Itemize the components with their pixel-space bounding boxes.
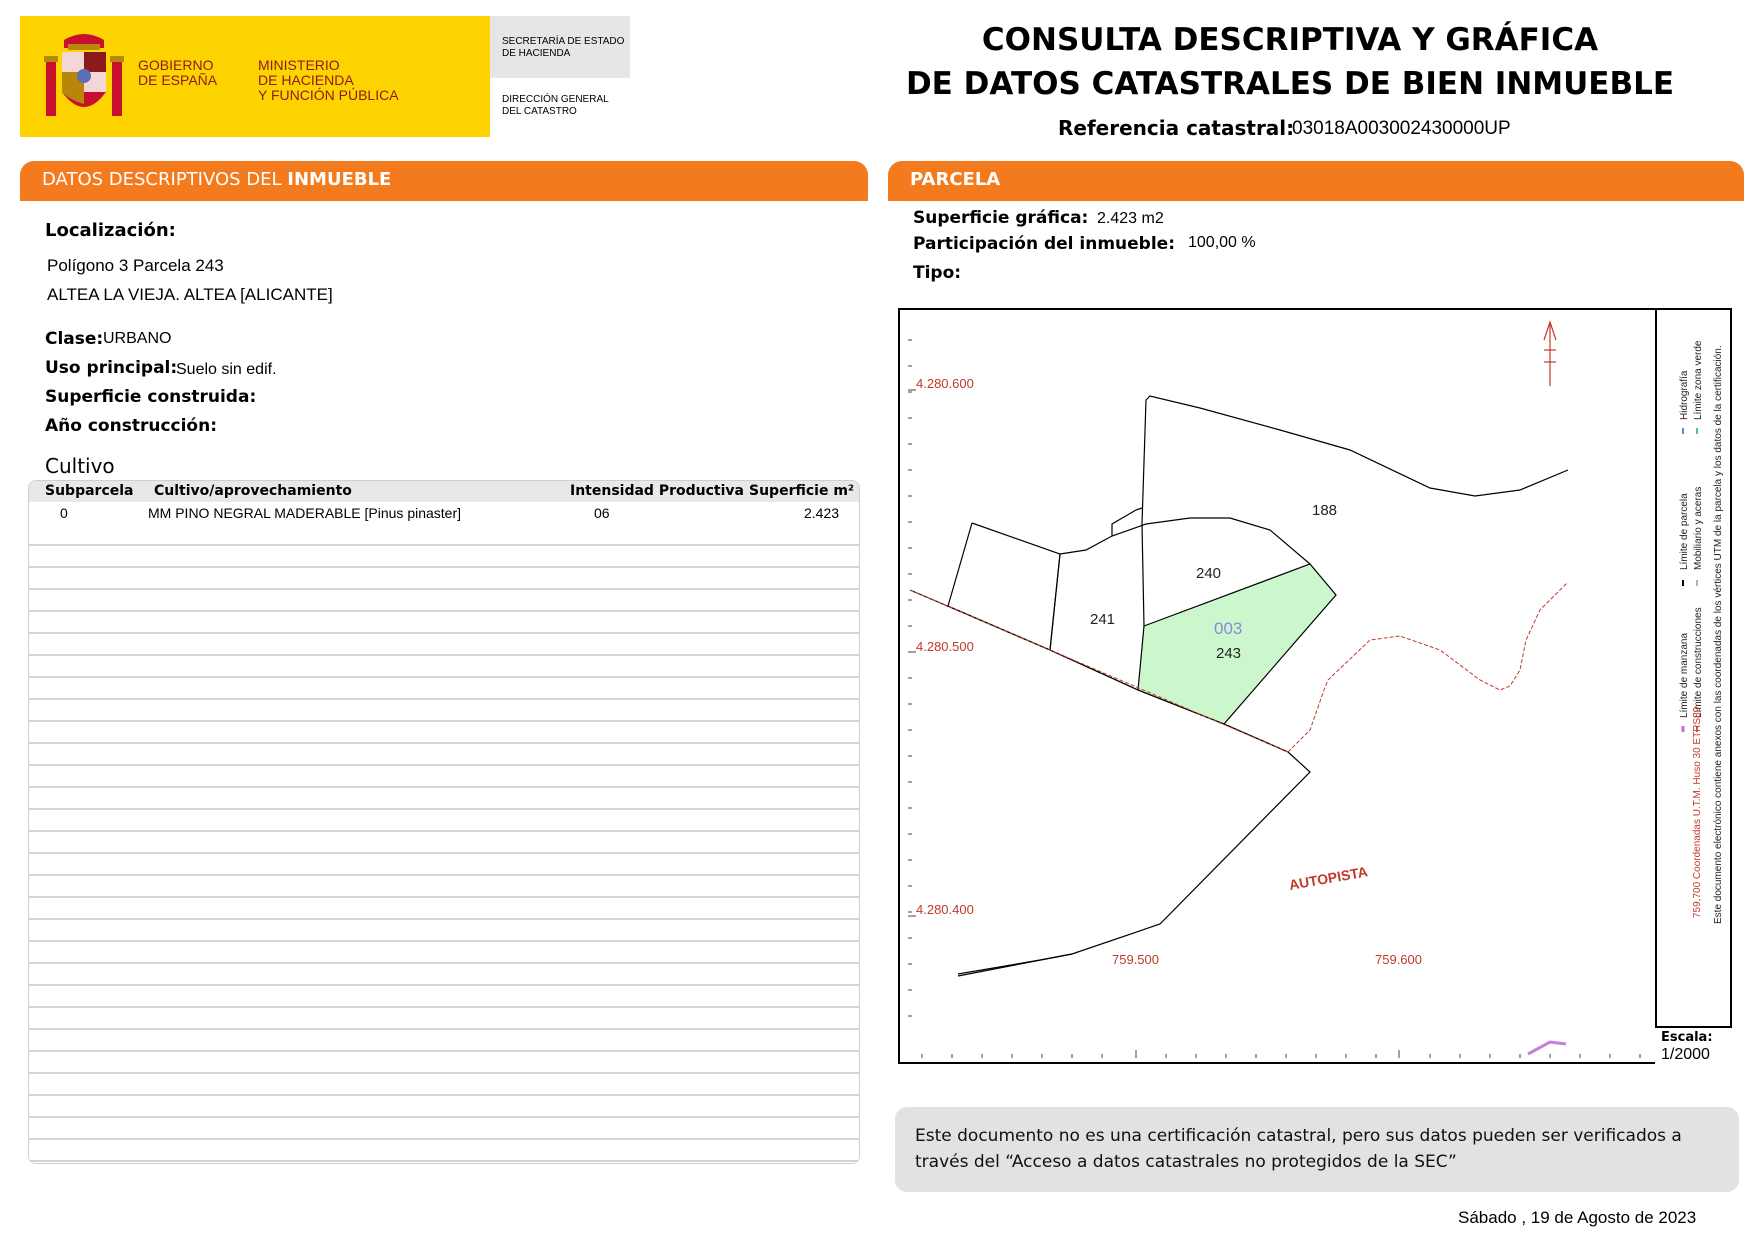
certification-note: Este documento electrónico contiene anexos con las coordenadas de los vértices UTM de la parcela y los datos de la certificación. [1713,345,1724,924]
clase-value: URBANO [103,330,172,347]
superficie-construida-label: Superficie construida: [45,387,257,407]
datos-descriptivos-banner [20,161,868,201]
ministerio-text [258,58,399,103]
coordinates-note: 759,700 Coordenadas U.T.M. Huso 30 ETRS89 [1692,706,1703,918]
min-line-2: DE HACIENDA [258,72,354,88]
col-subparcela: Subparcela [45,483,134,499]
y-label-4280500: 4.280.500 [916,639,974,654]
legend-separator [1655,310,1657,1062]
localizacion-label: Localización: [45,220,176,241]
legend-limite-construcciones: Límite de construcciones [1693,607,1704,718]
government-logo-band [20,16,490,137]
cultivo-title: Cultivo [45,454,115,478]
coat-of-arms-icon [42,30,126,126]
min-line-1: MINISTERIO [258,57,340,73]
parcel-label-188: 188 [1312,502,1338,519]
gov-line-1: GOBIERNO [138,57,214,73]
y-label-4280400: 4.280.400 [916,902,974,917]
north-arrow-icon [1544,322,1556,386]
document-date: Sábado , 19 de Agosto de 2023 [1458,1208,1697,1227]
cadastral-plot [900,310,1730,1062]
scale-box [1655,1026,1732,1064]
gov-line-2: DE ESPAÑA [138,72,218,88]
legend-limite-parcela: Límite de parcela [1679,493,1690,570]
parcel-map [898,308,1732,1064]
col-superficie: Superficie m² [749,483,855,499]
secretaria-text: SECRETARÍA DE ESTADO DE HACIENDA [502,36,625,59]
y-axis-ticks [908,340,916,1016]
verification-notice: Este documento no es una certificación catastral, pero sus datos pueden ser verificados a través del “Acceso a datos catastrales no protegidos de la SEC” [895,1107,1739,1192]
tipo-label: Tipo: [913,263,962,283]
uso-principal-label: Uso principal: [45,358,178,378]
secretaria-block [490,16,630,137]
cell-cultivo: MM PINO NEGRAL MADERABLE [Pinus pinaster] [148,505,462,521]
page-title [900,18,1680,106]
scale-label: Escala: [1661,1030,1713,1045]
min-line-3: Y FUNCIÓN PÚBLICA [258,87,399,103]
parcel-label-241: 241 [1090,611,1116,628]
localizacion-line-2: ALTEA LA VIEJA. ALTEA [ALICANTE] [47,285,333,304]
scale-value: 1/2000 [1661,1046,1710,1063]
clase-label: Clase: [45,329,104,349]
ref-catastral-label: Referencia catastral: [1058,116,1295,140]
legend-mobiliario-aceras: Mobiliario y aceras [1693,486,1704,570]
gobierno-de-espana-text [138,58,217,88]
parcel-label-240: 240 [1196,565,1222,582]
cell-intensidad: 06 [594,505,610,521]
direccion-general-text: DIRECCIÓN GENERAL DEL CATASTRO [502,94,609,117]
cell-superficie: 2.423 [804,505,840,521]
uso-principal-value: Suelo sin edif. [176,361,277,378]
legend-limite-manzana: Límite de manzana [1679,632,1690,718]
title-line-2: DE DATOS CATASTRALES DE BIEN INMUEBLE [905,66,1675,102]
parcel-label-243: 243 [1216,645,1242,662]
cultivo-table [28,480,860,1164]
superficie-grafica-label: Superficie gráfica: [913,208,1089,228]
banner-text-part1: DATOS DESCRIPTIVOS DEL [42,169,288,190]
superficie-grafica-value: 2.423 m2 [1097,210,1164,227]
banner-text-part2: INMUEBLE [287,169,392,190]
x-label-759500: 759.500 [1112,952,1159,967]
parcela-banner: PARCELA [888,161,1744,201]
localizacion-line-1: Polígono 3 Parcela 243 [47,256,224,275]
ref-catastral-value: 03018A003002430000UP [1292,118,1511,139]
participacion-value: 100,00 % [1188,234,1256,251]
corner-mark-icon [1528,1042,1566,1054]
title-line-1: CONSULTA DESCRIPTIVA Y GRÁFICA [981,22,1599,58]
subparcel-label-003: 003 [1214,619,1243,638]
legend-hidrografia: Hidrografía [1679,370,1690,420]
map-legend [1679,340,1724,924]
anio-construccion-label: Año construcción: [45,416,218,436]
col-intensidad: Intensidad Productiva [570,483,744,499]
y-label-4280600: 4.280.600 [916,376,974,391]
x-label-759600: 759.600 [1375,952,1422,967]
road-label-autopista: AUTOPISTA [1287,863,1369,893]
col-cultivo: Cultivo/aprovechamiento [154,483,352,499]
empty-table-rows [29,524,859,1164]
participacion-label: Participación del inmueble: [913,234,1176,254]
parcel-243-highlight [1138,564,1336,724]
cell-subparcela: 0 [60,505,68,521]
legend-limite-zona-verde: Límite zona verde [1693,340,1704,420]
